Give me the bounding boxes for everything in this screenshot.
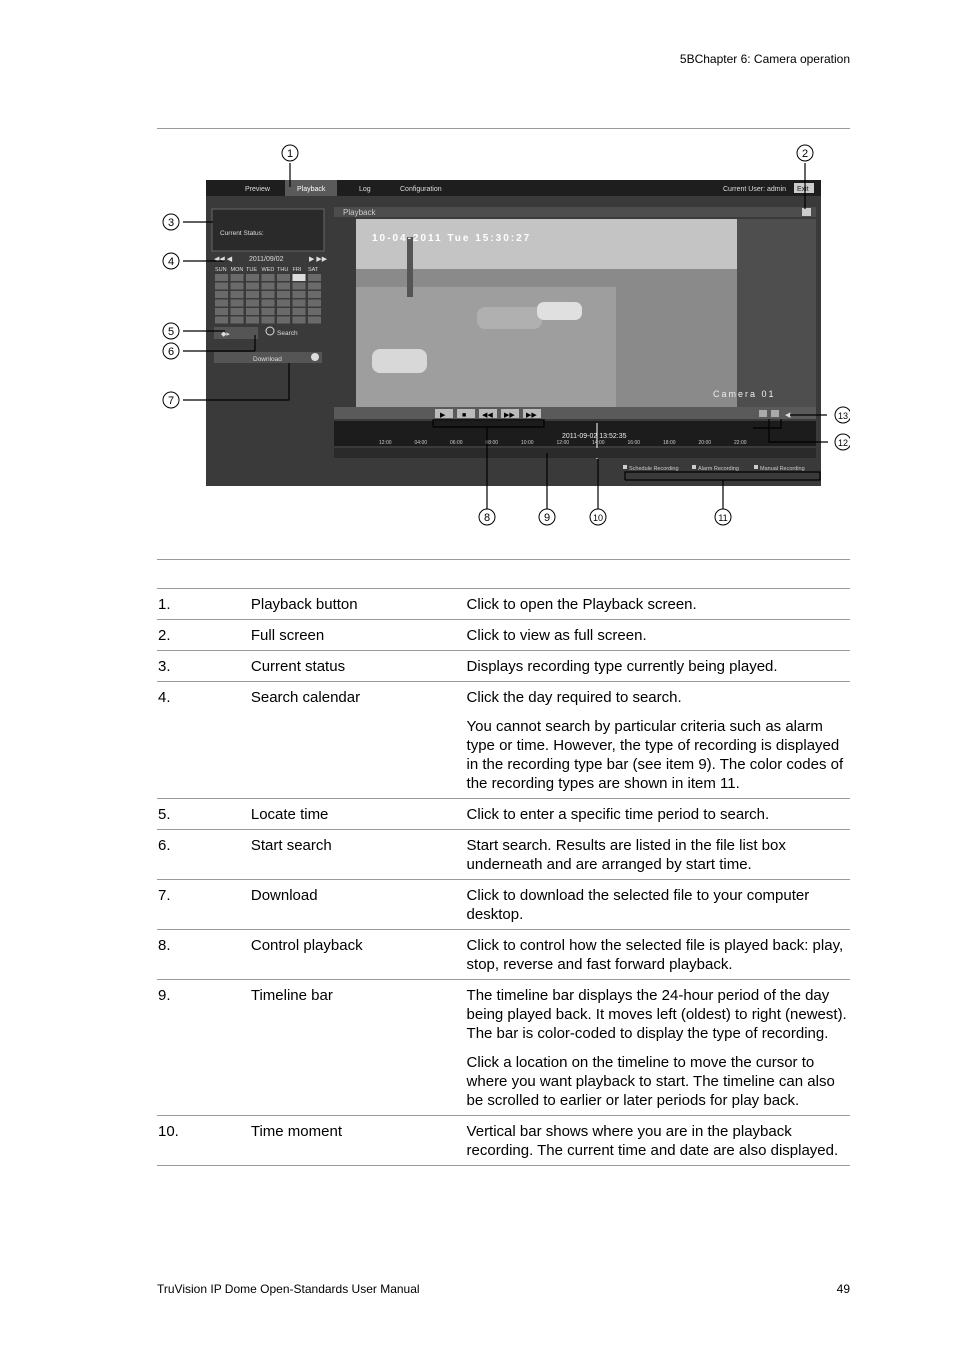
timeline-time: 2011-09-02 13:52:35 — [562, 433, 627, 440]
calendar-day-cell[interactable] — [246, 283, 259, 290]
description-paragraph: Click a location on the timeline to move the cursor to where you want playback to start. The timeline can also be scrolled to earlier or later periods for play back. — [466, 1054, 835, 1109]
current-status-label: Current Status: — [220, 230, 264, 237]
footer-page-number: 49 — [836, 1282, 850, 1296]
item-description — [467, 595, 850, 614]
callout-number: 10 — [592, 513, 604, 523]
callout-number: 9 — [543, 512, 551, 524]
table-row — [157, 620, 850, 651]
tab-configuration[interactable]: Configuration — [400, 186, 442, 193]
item-name: Full screen — [250, 627, 325, 644]
calendar-day-cell[interactable] — [308, 283, 321, 290]
callout-number: 5 — [167, 326, 175, 338]
table-row — [157, 880, 850, 930]
calendar-day-cell[interactable] — [215, 300, 228, 307]
callout-number: 12 — [837, 438, 849, 448]
calendar-day-cell[interactable] — [277, 291, 290, 298]
legend-swatch — [623, 465, 627, 469]
current-user-label: Current User: admin — [723, 186, 787, 193]
item-number: 2. — [158, 627, 171, 644]
calendar-day-header: FRI — [292, 267, 302, 273]
timeline-tick-label: 16:00 — [627, 440, 641, 446]
recording-type-bar — [334, 448, 816, 458]
calendar-day-cell[interactable] — [293, 274, 306, 281]
osd-datetime: 10-04-2011 Tue 15:30:27 — [372, 233, 532, 244]
calendar-day-cell[interactable] — [277, 274, 290, 281]
calendar-day-header: SAT — [308, 267, 319, 273]
calendar-day-cell[interactable] — [231, 317, 244, 324]
description-paragraph: Start search. Results are listed in the file list box underneath and are arranged by start time. — [466, 837, 786, 873]
calendar-day-header: TUE — [246, 267, 257, 273]
callout-number: 1 — [286, 148, 294, 160]
table-row — [157, 799, 850, 830]
search-button[interactable]: Search — [277, 330, 298, 337]
timeline-tick-label: 08:00 — [485, 440, 499, 446]
item-number: 8. — [158, 937, 171, 954]
timeline-tick-label: 12:00 — [556, 440, 570, 446]
calendar-day-cell[interactable] — [262, 291, 275, 298]
calendar-day-cell[interactable] — [215, 317, 228, 324]
calendar-day-cell[interactable] — [277, 308, 290, 315]
timeline-tick-label: 04:00 — [414, 440, 428, 446]
calendar-day-cell[interactable] — [293, 308, 306, 315]
legend-swatch — [754, 465, 758, 469]
calendar-day-cell[interactable] — [231, 274, 244, 281]
timeline-tick-label: 10:00 — [521, 440, 534, 446]
locate-time-icon[interactable]: ◆▸ — [221, 331, 230, 338]
car-icon — [372, 349, 427, 373]
item-number: 1. — [158, 596, 171, 613]
tab-preview[interactable]: Preview — [245, 186, 270, 193]
play-icon[interactable]: ▶ — [440, 412, 446, 419]
table-row — [157, 930, 850, 980]
calendar-day-cell[interactable] — [246, 317, 259, 324]
description-paragraph: Click to open the Playback screen. — [466, 596, 697, 613]
timeline-tick-label: 14:00 — [592, 440, 605, 446]
item-number: 7. — [158, 887, 171, 904]
table-row — [157, 588, 850, 620]
calendar-day-cell[interactable] — [308, 274, 321, 281]
calendar-day-cell[interactable] — [277, 283, 290, 290]
item-name: Search calendar — [250, 689, 361, 706]
calendar-day-cell[interactable] — [262, 274, 275, 281]
callout-number: 7 — [167, 395, 175, 407]
description-paragraph: Click the day required to search. — [466, 689, 682, 706]
item-description — [467, 688, 850, 793]
download-arrow-icon — [311, 353, 319, 361]
capture-icon — [759, 410, 767, 417]
item-name: Timeline bar — [250, 987, 333, 1004]
calendar-day-cell[interactable] — [293, 317, 306, 324]
item-description — [467, 936, 850, 974]
item-description — [467, 986, 850, 1110]
calendar-day-cell[interactable] — [293, 291, 306, 298]
description-paragraph: Click to control how the selected file is played back: play, stop, reverse and fast forward playback. — [466, 937, 844, 973]
playback-controls — [435, 409, 541, 419]
item-name: Current status — [250, 658, 346, 675]
forward-icon[interactable]: ▶▶ — [504, 412, 515, 419]
calendar-day-header: THU — [277, 267, 289, 273]
calendar-next-icon[interactable]: ▶ ▶▶ — [309, 256, 328, 263]
item-description — [467, 886, 850, 924]
download-label[interactable]: Download — [253, 356, 282, 363]
legend-label: Alarm Recording — [698, 466, 739, 472]
item-number: 5. — [158, 806, 171, 823]
item-name: Download — [250, 887, 318, 904]
calendar-day-cell[interactable] — [231, 291, 244, 298]
calendar-day-cell[interactable] — [215, 283, 228, 290]
calendar-day-cell[interactable] — [262, 308, 275, 315]
calendar-day-cell[interactable] — [308, 291, 321, 298]
item-number: 10. — [158, 1123, 179, 1140]
calendar-day-cell[interactable] — [293, 300, 306, 307]
calendar-day-cell[interactable] — [215, 274, 228, 281]
description-paragraph: You cannot search by particular criteria such as alarm type or time. However, the type of recording is displayed in the recording type bar (see item 9). The color codes of the recording types are shown in item 11. — [466, 718, 844, 792]
calendar-day-cell[interactable] — [277, 317, 290, 324]
timeline-tick-label: 20:00 — [698, 440, 712, 446]
item-description — [467, 626, 850, 645]
calendar-day-cell[interactable] — [246, 300, 259, 307]
exit-label[interactable]: Exit — [797, 186, 809, 193]
item-description — [467, 805, 850, 824]
calendar-day-cell[interactable] — [262, 283, 275, 290]
calendar-prev-icon[interactable]: ◀◀ ◀ — [214, 256, 233, 263]
calendar-day-cell[interactable] — [262, 300, 275, 307]
tab-playback[interactable]: Playback — [297, 186, 326, 193]
calendar-day-cell[interactable] — [231, 283, 244, 290]
callout-number: 8 — [483, 512, 491, 524]
item-name: Start search — [250, 837, 332, 854]
reverse-icon[interactable]: ◀◀ — [482, 412, 493, 419]
running-header: 5BChapter 6: Camera operation — [679, 52, 850, 66]
top-rule — [157, 128, 850, 129]
playback-panel-title: Playback — [343, 208, 376, 217]
table-row — [157, 830, 850, 880]
callout-number: 4 — [167, 256, 175, 268]
calendar-day-cell[interactable] — [246, 274, 259, 281]
item-number: 6. — [158, 837, 171, 854]
osd-camera: Camera 01 — [713, 389, 776, 399]
item-number: 9. — [158, 987, 171, 1004]
item-name: Locate time — [250, 806, 329, 823]
footer-manual-title: TruVision IP Dome Open-Standards User Manual — [157, 1282, 420, 1296]
calendar-day-cell[interactable] — [231, 300, 244, 307]
legend-label: Schedule Recording — [629, 466, 679, 472]
callout-number: 6 — [167, 346, 175, 358]
calendar-day-header: SUN — [215, 267, 227, 273]
item-description — [467, 836, 850, 874]
legend-swatch — [692, 465, 696, 469]
recording-legend — [623, 465, 805, 472]
calendar-day-cell[interactable] — [231, 308, 244, 315]
figure-bottom-rule — [157, 559, 850, 560]
description-paragraph: The timeline bar displays the 24-hour period of the day being played back. It moves left (oldest) to right (newest). The bar is color-coded to display the type of recording. — [466, 987, 847, 1042]
item-name: Time moment — [250, 1123, 342, 1140]
calendar-day-cell[interactable] — [308, 300, 321, 307]
table-row — [157, 1116, 850, 1166]
item-number: 3. — [158, 658, 171, 675]
description-paragraph: Displays recording type currently being played. — [466, 658, 778, 675]
calendar-day-cell[interactable] — [308, 317, 321, 324]
callout-number: 3 — [167, 217, 175, 229]
timeline-tick-label: 12:00 — [379, 440, 392, 446]
brick-wall — [737, 219, 816, 407]
legend-label: Manual Recording — [760, 466, 805, 472]
item-number: 4. — [158, 689, 171, 706]
timeline-tick-label: 18:00 — [663, 440, 676, 446]
calendar-day-header: MON — [230, 267, 244, 273]
table-row — [157, 682, 850, 799]
item-description — [467, 1122, 850, 1160]
stop-icon[interactable]: ■ — [462, 412, 467, 419]
calendar-day-cell[interactable] — [215, 308, 228, 315]
calendar-day-cell[interactable] — [277, 300, 290, 307]
calendar-day-cell[interactable] — [246, 308, 259, 315]
description-paragraph: Vertical bar shows where you are in the playback recording. The current time and date are also displayed. — [466, 1123, 839, 1159]
playback-screenshot-figure — [157, 137, 850, 537]
callout-number: 13 — [837, 411, 849, 421]
description-paragraph: Click to enter a specific time period to search. — [466, 806, 770, 823]
control-bar — [334, 407, 816, 419]
description-paragraph: Click to view as full screen. — [466, 627, 647, 644]
timeline-tick-label: 06:00 — [450, 440, 463, 446]
calendar-day-cell[interactable] — [215, 291, 228, 298]
fullscreen-icon — [802, 208, 811, 216]
fast-forward-icon[interactable]: ▶▶ — [526, 412, 537, 419]
item-description — [467, 657, 850, 676]
table-row — [157, 980, 850, 1116]
timeline-tick-label: 22:00 — [734, 440, 747, 446]
calendar-day-cell[interactable] — [308, 308, 321, 315]
playback-panel-title-bar — [334, 207, 816, 217]
callout-number: 11 — [718, 513, 728, 523]
callout-legend-table — [157, 588, 850, 1166]
clip-icon — [771, 410, 779, 417]
item-name: Playback button — [250, 596, 358, 613]
volume-icon[interactable]: ◀ — [785, 412, 791, 419]
description-paragraph: Click to download the selected file to your computer desktop. — [466, 887, 810, 923]
car-icon — [537, 302, 582, 320]
calendar-month: 2011/09/02 — [249, 256, 284, 263]
item-name: Control playback — [250, 937, 363, 954]
callout-number: 2 — [801, 148, 809, 160]
calendar-day-cell[interactable] — [246, 291, 259, 298]
calendar-day-cell[interactable] — [262, 317, 275, 324]
car-icon — [477, 307, 542, 329]
table-row — [157, 651, 850, 682]
calendar-day-header: WED — [261, 267, 275, 273]
tab-log[interactable]: Log — [359, 186, 371, 193]
calendar-day-cell[interactable] — [293, 283, 306, 290]
